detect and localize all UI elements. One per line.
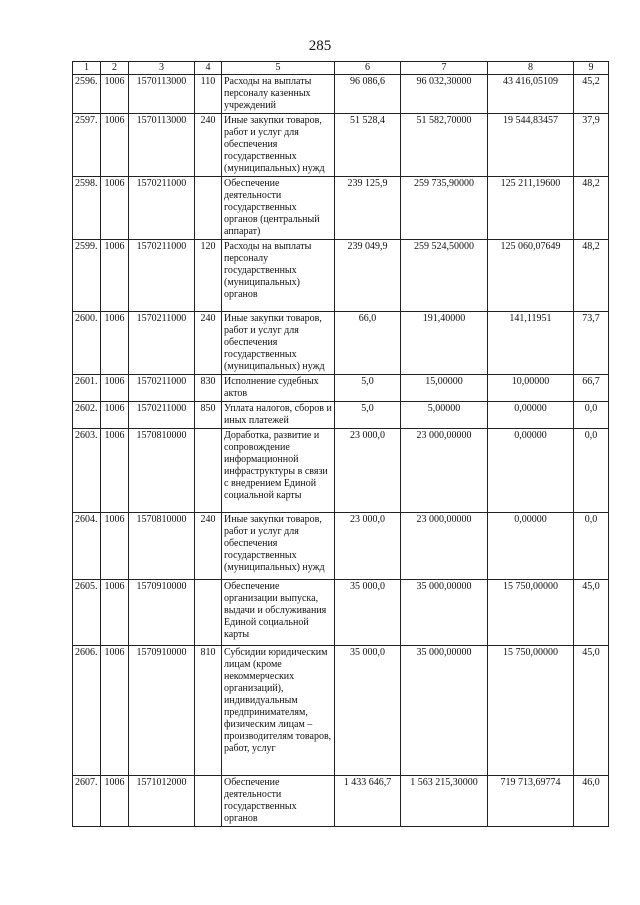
section-code-cell: 1006 <box>101 75 129 114</box>
execution-percent-cell: 0,0 <box>574 429 609 513</box>
executed-amount-cell: 719 713,69774 <box>488 776 574 827</box>
table-row <box>73 375 609 402</box>
section-code-cell: 1006 <box>101 375 129 402</box>
revised-amount-cell: 23 000,00000 <box>401 513 488 580</box>
expense-type-cell: 120 <box>195 240 222 312</box>
executed-amount-cell: 125 211,19600 <box>488 177 574 240</box>
page-number: 285 <box>308 38 332 54</box>
execution-percent-cell: 46,0 <box>574 776 609 827</box>
approved-amount-cell: 23 000,0 <box>335 429 401 513</box>
executed-amount-cell: 15 750,00000 <box>488 580 574 646</box>
item-name-cell: Расходы на выплаты персоналу казенных учреждений <box>222 75 335 114</box>
item-name-cell: Обеспечение организации выпуска, выдачи и обслуживания Единой социальной карты <box>222 580 335 646</box>
table-row <box>73 177 609 240</box>
section-code-cell: 1006 <box>101 513 129 580</box>
execution-percent-cell: 0,0 <box>574 402 609 429</box>
approved-amount-cell: 35 000,0 <box>335 580 401 646</box>
revised-amount-cell: 35 000,00000 <box>401 646 488 776</box>
expense-type-cell: 240 <box>195 513 222 580</box>
execution-percent-cell: 45,2 <box>574 75 609 114</box>
expense-type-cell <box>195 776 222 827</box>
revised-amount-cell: 259 735,90000 <box>401 177 488 240</box>
executed-amount-cell: 15 750,00000 <box>488 646 574 776</box>
target-article-cell: 1570211000 <box>129 375 195 402</box>
approved-amount-cell: 239 049,9 <box>335 240 401 312</box>
item-name-cell: Субсидии юридическим лицам (кроме некоммерческих организаций), индивидуальным предпринимателям, физическим лицам – производителям товаров, работ, услуг <box>222 646 335 776</box>
table-row <box>73 402 609 429</box>
target-article-cell: 1571012000 <box>129 776 195 827</box>
column-header: 1 <box>73 62 101 75</box>
table-row <box>73 513 609 580</box>
table-body <box>73 75 609 827</box>
expense-type-cell: 240 <box>195 114 222 177</box>
expense-type-cell: 810 <box>195 646 222 776</box>
table-row <box>73 580 609 646</box>
row-number-cell: 2607. <box>73 776 101 827</box>
item-name-cell: Иные закупки товаров, работ и услуг для обеспечения государственных (муниципальных) нужд <box>222 114 335 177</box>
section-code-cell: 1006 <box>101 429 129 513</box>
column-header: 9 <box>574 62 609 75</box>
row-number-cell: 2600. <box>73 312 101 375</box>
column-header: 7 <box>401 62 488 75</box>
column-header: 6 <box>335 62 401 75</box>
revised-amount-cell: 1 563 215,30000 <box>401 776 488 827</box>
table-row <box>73 75 609 114</box>
executed-amount-cell: 10,00000 <box>488 375 574 402</box>
executed-amount-cell: 125 060,07649 <box>488 240 574 312</box>
table-row <box>73 429 609 513</box>
expense-type-cell <box>195 177 222 240</box>
expense-type-cell: 830 <box>195 375 222 402</box>
table-row <box>73 776 609 827</box>
approved-amount-cell: 5,0 <box>335 402 401 429</box>
revised-amount-cell: 5,00000 <box>401 402 488 429</box>
revised-amount-cell: 96 032,30000 <box>401 75 488 114</box>
execution-percent-cell: 45,0 <box>574 646 609 776</box>
section-code-cell: 1006 <box>101 402 129 429</box>
revised-amount-cell: 23 000,00000 <box>401 429 488 513</box>
row-number-cell: 2599. <box>73 240 101 312</box>
row-number-cell: 2604. <box>73 513 101 580</box>
expense-type-cell: 240 <box>195 312 222 375</box>
execution-percent-cell: 66,7 <box>574 375 609 402</box>
section-code-cell: 1006 <box>101 177 129 240</box>
row-number-cell: 2601. <box>73 375 101 402</box>
execution-percent-cell: 37,9 <box>574 114 609 177</box>
approved-amount-cell: 239 125,9 <box>335 177 401 240</box>
target-article-cell: 1570211000 <box>129 312 195 375</box>
row-number-cell: 2603. <box>73 429 101 513</box>
approved-amount-cell: 1 433 646,7 <box>335 776 401 827</box>
row-number-cell: 2605. <box>73 580 101 646</box>
expense-type-cell <box>195 429 222 513</box>
column-header: 8 <box>488 62 574 75</box>
executed-amount-cell: 0,00000 <box>488 402 574 429</box>
section-code-cell: 1006 <box>101 114 129 177</box>
approved-amount-cell: 96 086,6 <box>335 75 401 114</box>
budget-table <box>72 61 609 827</box>
item-name-cell: Уплата налогов, сборов и иных платежей <box>222 402 335 429</box>
revised-amount-cell: 191,40000 <box>401 312 488 375</box>
row-number-cell: 2597. <box>73 114 101 177</box>
approved-amount-cell: 5,0 <box>335 375 401 402</box>
table-header-row <box>73 62 609 75</box>
row-number-cell: 2596. <box>73 75 101 114</box>
table-row <box>73 114 609 177</box>
target-article-cell: 1570113000 <box>129 114 195 177</box>
item-name-cell: Обеспечение деятельности государственных органов (центральный аппарат) <box>222 177 335 240</box>
section-code-cell: 1006 <box>101 580 129 646</box>
revised-amount-cell: 51 582,70000 <box>401 114 488 177</box>
column-header: 2 <box>101 62 129 75</box>
section-code-cell: 1006 <box>101 240 129 312</box>
item-name-cell: Доработка, развитие и сопровождение информационной инфраструктуры в связи с внедрением Единой социальной карты <box>222 429 335 513</box>
revised-amount-cell: 15,00000 <box>401 375 488 402</box>
approved-amount-cell: 35 000,0 <box>335 646 401 776</box>
revised-amount-cell: 35 000,00000 <box>401 580 488 646</box>
target-article-cell: 1570113000 <box>129 75 195 114</box>
row-number-cell: 2598. <box>73 177 101 240</box>
item-name-cell: Иные закупки товаров, работ и услуг для обеспечения государственных (муниципальных) нужд <box>222 513 335 580</box>
target-article-cell: 1570810000 <box>129 513 195 580</box>
target-article-cell: 1570910000 <box>129 646 195 776</box>
row-number-cell: 2606. <box>73 646 101 776</box>
execution-percent-cell: 73,7 <box>574 312 609 375</box>
section-code-cell: 1006 <box>101 776 129 827</box>
executed-amount-cell: 19 544,83457 <box>488 114 574 177</box>
row-number-cell: 2602. <box>73 402 101 429</box>
execution-percent-cell: 0,0 <box>574 513 609 580</box>
approved-amount-cell: 23 000,0 <box>335 513 401 580</box>
item-name-cell: Исполнение судебных актов <box>222 375 335 402</box>
approved-amount-cell: 66,0 <box>335 312 401 375</box>
column-header: 5 <box>222 62 335 75</box>
table-row <box>73 312 609 375</box>
table-row <box>73 240 609 312</box>
table-row <box>73 646 609 776</box>
revised-amount-cell: 259 524,50000 <box>401 240 488 312</box>
executed-amount-cell: 0,00000 <box>488 429 574 513</box>
item-name-cell: Иные закупки товаров, работ и услуг для обеспечения государственных (муниципальных) нужд <box>222 312 335 375</box>
execution-percent-cell: 48,2 <box>574 177 609 240</box>
section-code-cell: 1006 <box>101 646 129 776</box>
target-article-cell: 1570211000 <box>129 177 195 240</box>
approved-amount-cell: 51 528,4 <box>335 114 401 177</box>
expense-type-cell: 850 <box>195 402 222 429</box>
target-article-cell: 1570211000 <box>129 240 195 312</box>
executed-amount-cell: 0,00000 <box>488 513 574 580</box>
target-article-cell: 1570810000 <box>129 429 195 513</box>
section-code-cell: 1006 <box>101 312 129 375</box>
expense-type-cell <box>195 580 222 646</box>
execution-percent-cell: 45,0 <box>574 580 609 646</box>
target-article-cell: 1570910000 <box>129 580 195 646</box>
column-header: 4 <box>195 62 222 75</box>
column-header: 3 <box>129 62 195 75</box>
target-article-cell: 1570211000 <box>129 402 195 429</box>
executed-amount-cell: 141,11951 <box>488 312 574 375</box>
item-name-cell: Расходы на выплаты персоналу государственных (муниципальных) органов <box>222 240 335 312</box>
expense-type-cell: 110 <box>195 75 222 114</box>
execution-percent-cell: 48,2 <box>574 240 609 312</box>
executed-amount-cell: 43 416,05109 <box>488 75 574 114</box>
item-name-cell: Обеспечение деятельности государственных органов <box>222 776 335 827</box>
